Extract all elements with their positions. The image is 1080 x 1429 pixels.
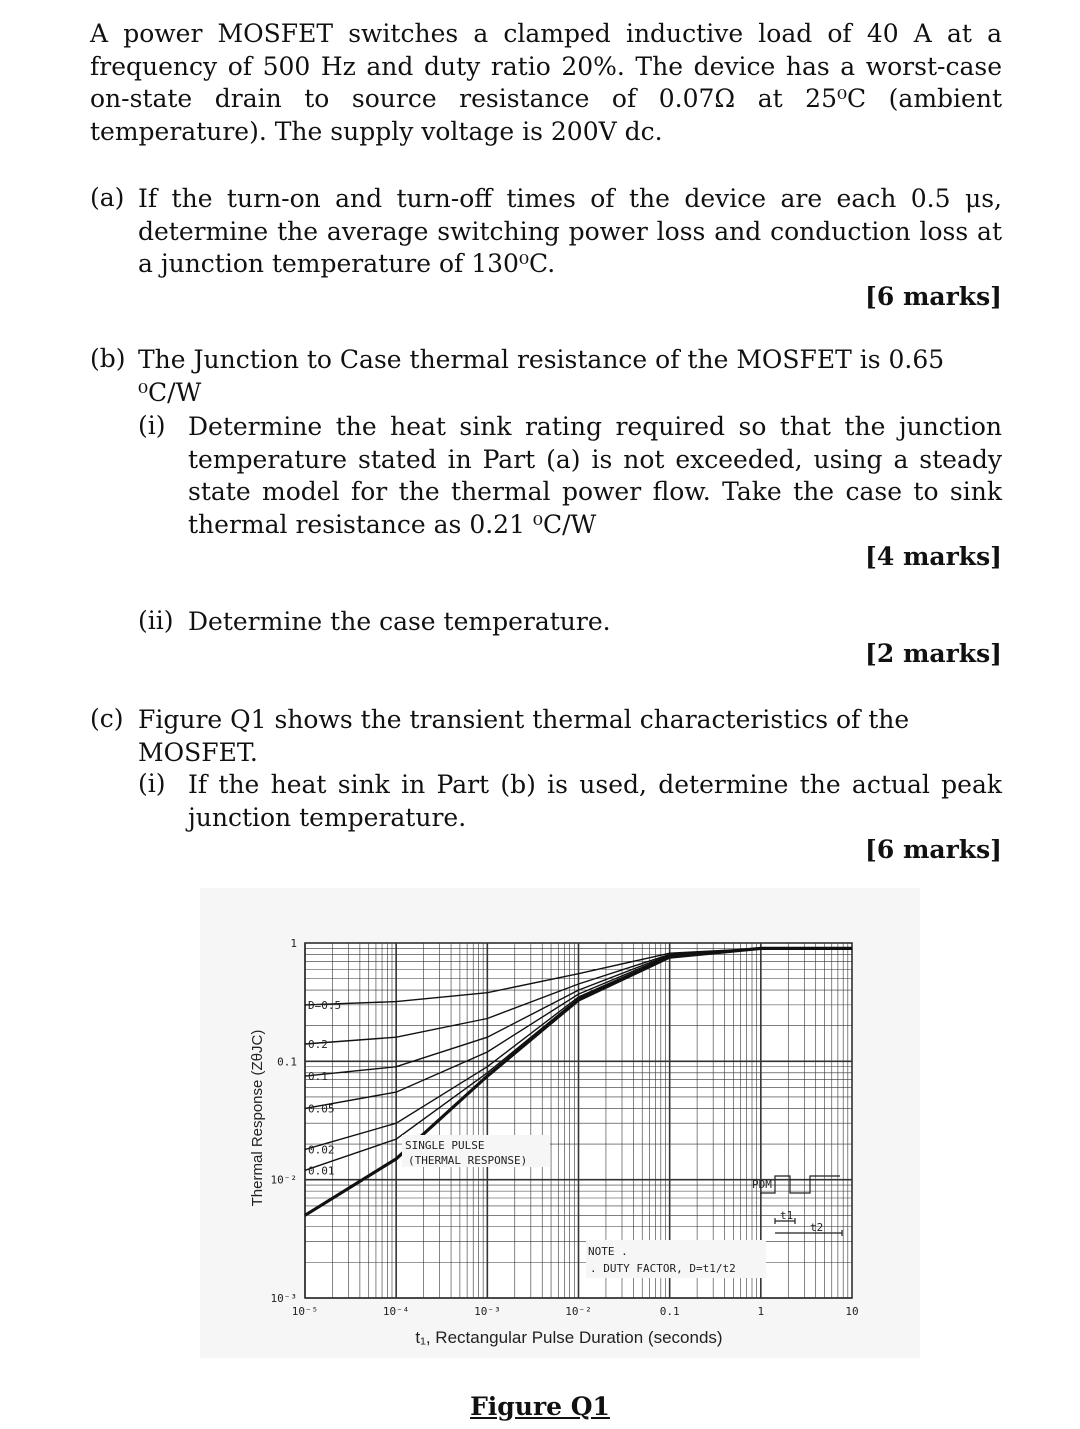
t2-label: t2 bbox=[810, 1221, 824, 1234]
part-b-i-text: Determine the heat sink rating required so that the junction temperature stated in Part (a) is not exceeded, using a steady state model for the thermal power flow. Take the case to sink thermal resistance as 0.21 ⁰C/W bbox=[188, 412, 1002, 539]
part-b-ii-text: Determine the case temperature. bbox=[188, 607, 611, 636]
part-c-i-text: If the heat sink in Part (b) is used, determine the actual peak junction temperature. bbox=[188, 770, 1002, 832]
x-tick-label: 10 bbox=[845, 1305, 859, 1318]
part-c-i-marks: [6 marks] bbox=[865, 835, 1002, 864]
series-label-3: 0.1 bbox=[308, 1070, 328, 1084]
duty-factor-label: . DUTY FACTOR, D=t1/t2 bbox=[590, 1262, 736, 1275]
part-b-ii-marks: [2 marks] bbox=[865, 639, 1002, 668]
part-c-i-label: (i) bbox=[138, 769, 166, 798]
figure-caption: Figure Q1 bbox=[470, 1392, 610, 1421]
part-a-label: (a) bbox=[90, 183, 125, 212]
part-b-ii-label: (ii) bbox=[138, 606, 174, 635]
single-pulse-label: SINGLE PULSE bbox=[405, 1139, 485, 1152]
x-tick-label: 1 bbox=[757, 1305, 765, 1318]
series-label-6: 0.01 bbox=[308, 1164, 335, 1178]
note-label: NOTE . bbox=[588, 1245, 628, 1258]
part-b-i-label: (i) bbox=[138, 411, 166, 440]
series-label-5: 0.02 bbox=[308, 1143, 335, 1157]
part-b-text: The Junction to Case thermal resistance of the MOSFET is 0.65 ⁰C/W bbox=[138, 345, 945, 407]
part-b-label: (b) bbox=[90, 344, 126, 373]
y-tick-label: 1 bbox=[290, 937, 297, 950]
part-c-text: Figure Q1 shows the transient thermal characteristics of the MOSFET. bbox=[138, 705, 910, 767]
x-tick-label: 10⁻⁵ bbox=[291, 1305, 319, 1318]
y-tick-label: 0.1 bbox=[277, 1055, 297, 1069]
part-a-marks: [6 marks] bbox=[865, 282, 1002, 311]
part-b-i-marks: [4 marks] bbox=[865, 542, 1002, 571]
series-label-1: D=0.5 bbox=[308, 998, 342, 1012]
intro-paragraph: A power MOSFET switches a clamped inductive load of 40 A at a frequency of 500 Hz and duty ratio 20%. The device has a worst-case on-state drain to source resistance of 0.07Ω at 25⁰C (ambient temperature). The supply voltage is 200V dc. bbox=[90, 19, 1002, 146]
series-label-2: 0.2 bbox=[308, 1038, 328, 1052]
thermal-response-figure bbox=[200, 888, 920, 1358]
x-axis-label: t₁, Rectangular Pulse Duration (seconds) bbox=[415, 1328, 723, 1347]
pdm-label: PDM bbox=[752, 1178, 772, 1191]
part-c-label: (c) bbox=[90, 704, 124, 733]
x-tick-label: 10⁻³ bbox=[474, 1305, 501, 1318]
part-a-text: If the turn-on and turn-off times of the device are each 0.5 μs, determine the average switching power loss and conduction loss at a junction temperature of 130⁰C. bbox=[138, 184, 1002, 278]
x-tick-label: 10⁻⁴ bbox=[382, 1305, 410, 1318]
thermal-response-chart bbox=[200, 888, 920, 1358]
series-label-4: 0.05 bbox=[308, 1102, 335, 1116]
t1-label: t1 bbox=[780, 1209, 794, 1222]
x-tick-label: 10⁻² bbox=[565, 1305, 592, 1318]
x-tick-label: 0.1 bbox=[659, 1305, 680, 1318]
y-tick-label: 10⁻² bbox=[270, 1173, 297, 1187]
y-tick-label: 10⁻³ bbox=[270, 1292, 297, 1305]
thermal-response-label: (THERMAL RESPONSE) bbox=[408, 1154, 528, 1167]
y-axis-label: Thermal Response (ZθJC) bbox=[249, 1029, 266, 1207]
